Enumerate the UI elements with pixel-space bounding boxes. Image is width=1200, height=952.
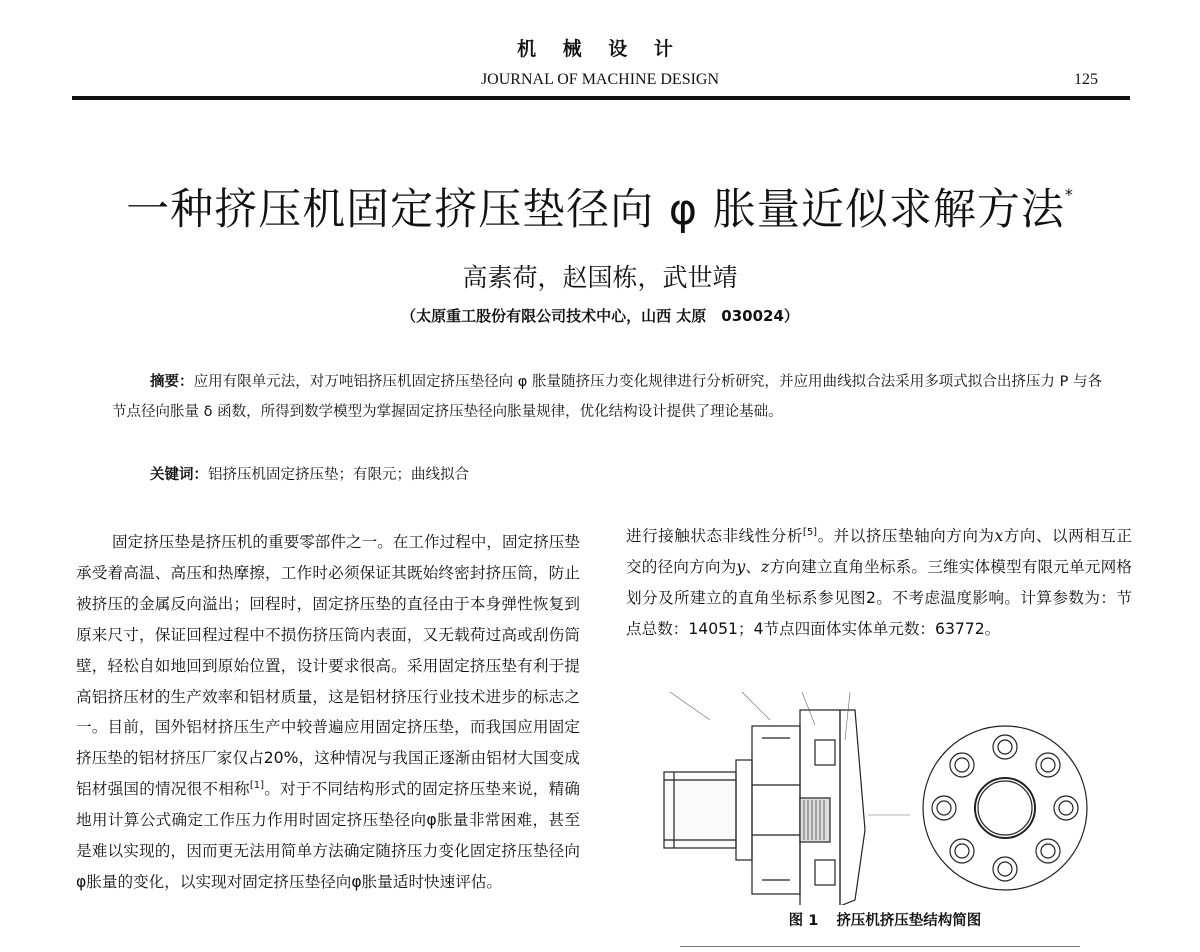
affiliation: （太原重工股份有限公司技术中心，山西 太原 030024） — [401, 307, 799, 325]
end-view-shape — [923, 726, 1087, 890]
figure-1-drawing — [650, 680, 1120, 905]
title-footnote-mark: * — [1064, 185, 1074, 204]
body-right-text-3: 方向、以两相互正交的径向方向为 — [626, 527, 1132, 576]
abstract-text: 应用有限单元法，对万吨铝挤压机固定挤压垫径向 φ 胀量随挤压力变化规律进行分析研究，并应用曲线拟合法采用多项式拟合出挤压力 P 与各节点径向胀量 δ 函数，所得到数学模型为掌握固定挤压垫径向胀量规律，优化结构设计提供了理论基础。 — [112, 374, 1103, 420]
body-right-text-5: 方向建立直角坐标系。三维实体模型有限元单元网格划分及所建立的直角坐标系参见图2。不考虑温度影响。计算参数为：节点总数：14051；4节点四面体实体单元数：63772。 — [626, 557, 1132, 638]
journal-title-en: JOURNAL OF MACHINE DESIGN — [480, 71, 720, 88]
stem-shape — [664, 772, 736, 848]
keywords-text: 铝挤压机固定挤压垫；有限元；曲线拟合 — [208, 467, 469, 483]
keywords — [150, 463, 1100, 487]
body-left-column — [76, 527, 580, 898]
paper-title — [0, 176, 1200, 237]
figure-1-caption — [620, 909, 1150, 930]
body-right-text-1: 进行接触状态非线性分析 — [626, 527, 803, 545]
figure-caption-number: 图 1 — [788, 913, 819, 929]
figure-caption-text: 挤压机挤压垫结构简图 — [836, 913, 982, 929]
body-right-text-4: 、 — [745, 557, 762, 576]
keywords-label: 关键词： — [150, 467, 208, 483]
body-right-column — [626, 521, 1132, 645]
header-rule — [72, 96, 1130, 100]
bottom-rule — [680, 946, 1080, 947]
pad-body-shape — [736, 710, 865, 905]
axis-x-symbol: x — [994, 527, 1004, 545]
body-right-text-2: 。并以挤压垫轴向方向为 — [817, 527, 995, 545]
reference-5: [5] — [802, 526, 818, 538]
journal-title-cn: 机 械 设 计 — [517, 38, 683, 60]
axis-z-symbol: z — [761, 557, 770, 576]
body-left-paragraph: 固定挤压垫是挤压机的重要零部件之一。在工作过程中，固定挤压垫承受着高温、高压和热摩擦，工作时必须保证其既始终密封挤压筒，防止被挤压的金属反向溢出；回程时，固定挤压垫的直径由于本身弹性恢复到原来尺寸，保证回程过程中不损伤挤压筒内表面，又无载荷过高或刮伤筒壁，轻松自如地回到原始位置，设计要求很高。采用固定挤压垫有利于提高铝挤压材的生产效率和铝材质量，这是铝材挤压行业技术进步的标志之一。目前，国外铝材挤压生产中较普遍应用固定挤压垫，而我国应用固定挤压垫的铝材挤压厂家仅占20%，这种情况与我国正逐渐由铝材大国变成铝材强国的情况很不相称 — [76, 533, 580, 799]
body-left-paragraph-cont: 。对于不同结构形式的固定挤压垫来说，精确地用计算公式确定工作压力作用时固定挤压垫径向φ胀量非常困难，甚至是难以实现的，因而更无法用简单方法确定随挤压力变化固定挤压垫径向φ胀量的变化，以实现对固定挤压垫径向φ胀量适时快速评估。 — [76, 780, 580, 891]
axis-y-symbol: y — [736, 557, 746, 576]
page-number: 125 — [1074, 71, 1098, 88]
reference-1: [1] — [249, 780, 264, 792]
paper-title-text: 一种挤压机固定挤压垫径向 φ 胀量近似求解方法 — [126, 185, 1065, 235]
abstract-label: 摘要： — [150, 374, 194, 390]
abstract — [112, 367, 1102, 427]
authors: 高素荷，赵国栋，武世靖 — [462, 263, 738, 292]
